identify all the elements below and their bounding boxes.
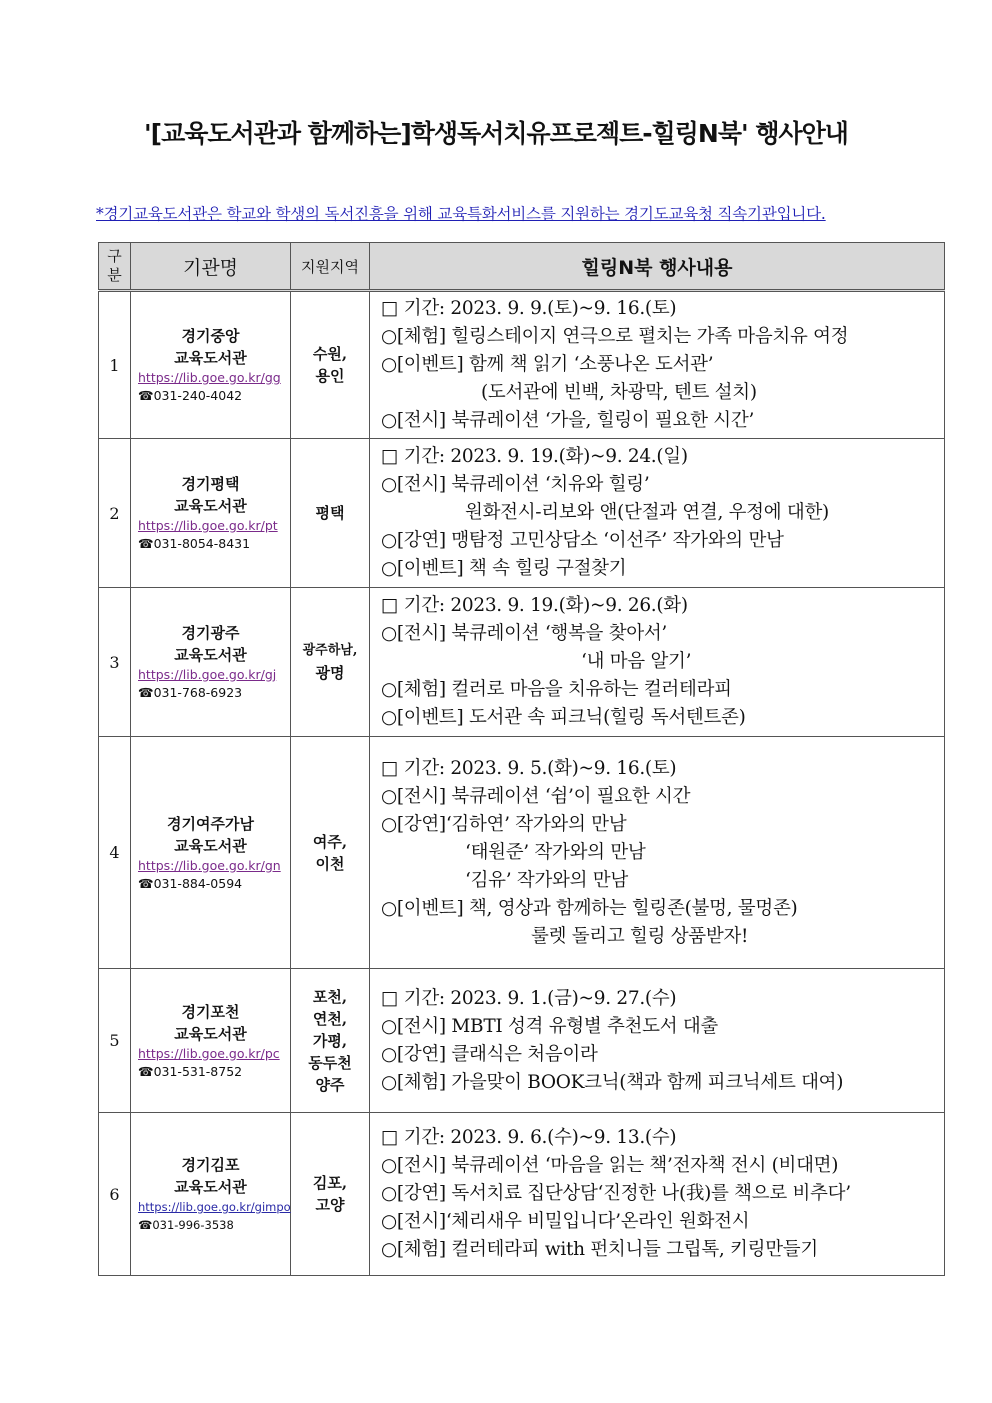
- region-line: 고양: [315, 1196, 345, 1214]
- region-line: 포천,: [312, 987, 348, 1006]
- table-row: [99, 969, 945, 1113]
- org-url-link[interactable]: https://lib.goe.go.kr/gn: [138, 857, 281, 873]
- org-phone: ☎031-240-4042: [138, 388, 243, 403]
- org-url-link[interactable]: https://lib.goe.go.kr/pc: [138, 1045, 280, 1061]
- header-org: 기관명: [131, 243, 291, 291]
- table-row: [99, 439, 945, 588]
- content-cell: [370, 439, 945, 588]
- org-cell: [131, 1113, 291, 1276]
- region-line: 광명: [315, 664, 345, 682]
- content-line: ○[전시] 북큐레이션 ‘가을, 힐링이 필요한 시간’: [381, 410, 755, 431]
- org-name-suffix: 교육도서관: [174, 1178, 247, 1196]
- row-num: 3: [99, 588, 131, 737]
- event-table: [98, 242, 945, 1276]
- org-name-suffix: 교육도서관: [174, 497, 247, 515]
- region-line: 양주: [315, 1075, 345, 1094]
- content-line: ○[이벤트] 책 속 힐링 구절찾기: [381, 558, 627, 579]
- org-phone: ☎031-8054-8431: [138, 536, 251, 551]
- content-line: ○[전시] 북큐레이션 ‘행복을 찾아서’: [381, 623, 668, 644]
- table-header-row: [99, 243, 945, 291]
- content-line: ○[체험] 힐링스테이지 연극으로 펼치는 가족 마음치유 여정: [381, 326, 849, 347]
- table-row: [99, 1113, 945, 1276]
- content-line: ○[체험] 컬러로 마음을 치유하는 컬러테라피: [381, 679, 732, 700]
- content-line: □ 기간: 2023. 9. 9.(토)~9. 16.(토): [381, 298, 677, 319]
- region-cell: [291, 1113, 370, 1276]
- content-line: □ 기간: 2023. 9. 19.(화)~9. 26.(화): [381, 595, 688, 616]
- content-line: (도서관에 빈백, 차광막, 텐트 설치): [481, 382, 757, 403]
- content-line: ○[전시]‘체리새우 비밀입니다’온라인 원화전시: [381, 1211, 750, 1232]
- content-line: 원화전시-리보와 앤(단절과 연결, 우정에 대한): [465, 502, 829, 523]
- org-phone: ☎031-531-8752: [138, 1063, 243, 1079]
- row-num: 4: [99, 737, 131, 969]
- content-line: ○[전시] 북큐레이션 ‘쉼’이 필요한 시간: [381, 785, 691, 807]
- org-name-suffix: 교육도서관: [174, 646, 247, 664]
- row-num: 5: [99, 969, 131, 1113]
- content-line: □ 기간: 2023. 9. 6.(수)~9. 13.(수): [381, 1127, 677, 1148]
- org-url-link[interactable]: https://lib.goe.go.kr/gimpo: [138, 1200, 291, 1214]
- region-cell: [291, 737, 370, 969]
- row-num: 1: [99, 291, 131, 439]
- content-line: ○[체험] 컬러테라피 with 펀치니들 그립톡, 키링만들기: [381, 1239, 818, 1260]
- header-num: 구분: [99, 243, 131, 291]
- table-row: [99, 588, 945, 737]
- org-url-link[interactable]: https://lib.goe.go.kr/gg: [138, 370, 281, 385]
- content-cell: [370, 291, 945, 439]
- content-line: ○[이벤트] 책, 영상과 함께하는 힐링존(불멍, 물멍존): [381, 897, 798, 919]
- region-line: 여주,: [312, 832, 348, 851]
- intro-note: *경기교육도서관은 학교와 학생의 독서진흥을 위해 교육특화서비스를 지원하는 경기도교육청 직속기관입니다.: [96, 205, 826, 223]
- region-line: 김포,: [312, 1174, 348, 1192]
- org-cell: [131, 588, 291, 737]
- content-line: ‘태원준’ 작가와의 만남: [465, 841, 646, 863]
- row-num: 6: [99, 1113, 131, 1276]
- org-name: 경기여주가남: [167, 814, 254, 833]
- region-cell: [291, 969, 370, 1113]
- region-line: 동두천: [308, 1053, 352, 1072]
- region-line: 이천: [315, 854, 345, 873]
- table-row: [99, 737, 945, 969]
- content-line: □ 기간: 2023. 9. 1.(금)~9. 27.(수): [381, 987, 677, 1009]
- org-cell: [131, 291, 291, 439]
- content-cell: [370, 1113, 945, 1276]
- org-name: 경기중앙: [181, 327, 240, 345]
- content-line: ○[체험] 가을맞이 BOOK크닉(책과 함께 피크닉세트 대여): [381, 1071, 844, 1093]
- header-content: 힐링N북 행사내용: [370, 243, 945, 291]
- org-cell: [131, 439, 291, 588]
- org-name: 경기평택: [181, 475, 240, 493]
- content-line: ○[전시] 북큐레이션 ‘마음을 읽는 책’전자책 전시 (비대면): [381, 1155, 839, 1176]
- region-line: 수원,: [312, 345, 348, 363]
- content-line: ○[강연]‘김하연’ 작가와의 만남: [381, 813, 627, 835]
- content-line: □ 기간: 2023. 9. 19.(화)~9. 24.(일): [381, 446, 688, 467]
- content-line: ○[이벤트] 함께 책 읽기 ‘소풍나온 도서관’: [381, 354, 714, 375]
- content-line: ○[강연] 독서치료 집단상담‘진정한 나(我)를 책으로 비추다’: [381, 1183, 851, 1204]
- org-url-link[interactable]: https://lib.goe.go.kr/gj: [138, 667, 277, 682]
- org-name: 경기김포: [181, 1156, 240, 1174]
- row-num: 2: [99, 439, 131, 588]
- org-name-suffix: 교육도서관: [174, 349, 247, 367]
- content-line: ○[이벤트] 도서관 속 피크닉(힐링 독서텐트존): [381, 707, 746, 728]
- content-line: ○[전시] MBTI 성격 유형별 추천도서 대출: [381, 1015, 718, 1037]
- region-line: 연천,: [312, 1009, 348, 1028]
- content-line: ○[전시] 북큐레이션 ‘치유와 힐링’: [381, 474, 650, 495]
- org-name-suffix: 교육도서관: [174, 1024, 247, 1043]
- region-cell: [291, 439, 370, 588]
- org-name-suffix: 교육도서관: [174, 836, 247, 855]
- region-line: 용인: [315, 367, 345, 385]
- org-cell: [131, 969, 291, 1113]
- region-line: 평택: [315, 504, 345, 522]
- org-url-link[interactable]: https://lib.goe.go.kr/pt: [138, 518, 278, 533]
- content-cell: [370, 969, 945, 1113]
- content-line: 룰렛 돌리고 힐링 상품받자!: [531, 925, 749, 947]
- content-cell: [370, 588, 945, 737]
- header-region: 지원지역: [291, 243, 370, 291]
- content-line: ‘내 마음 알기’: [581, 651, 692, 672]
- org-name: 경기광주: [181, 624, 240, 642]
- region-cell: [291, 588, 370, 737]
- org-cell: [131, 737, 291, 969]
- org-phone: ☎031-884-0594: [138, 875, 243, 891]
- org-phone: ☎031-768-6923: [138, 685, 243, 700]
- org-phone: ☎031-996-3538: [138, 1218, 234, 1232]
- region-line: 가평,: [312, 1031, 348, 1050]
- content-line: ○[강연] 맹탐정 고민상담소 ‘이선주’ 작가와의 만남: [381, 530, 784, 551]
- page-title: '[교육도서관과 함께하는]학생독서치유프로젝트-힐링N북' 행사안내: [144, 119, 848, 148]
- region-line: 광주하남,: [302, 643, 358, 658]
- region-cell: [291, 291, 370, 439]
- content-line: ○[강연] 클래식은 처음이라: [381, 1043, 598, 1065]
- table-row: [99, 291, 945, 439]
- content-line: ‘김유’ 작가와의 만남: [465, 869, 628, 891]
- content-cell: [370, 737, 945, 969]
- content-line: □ 기간: 2023. 9. 5.(화)~9. 16.(토): [381, 757, 677, 779]
- org-name: 경기포천: [181, 1002, 240, 1021]
